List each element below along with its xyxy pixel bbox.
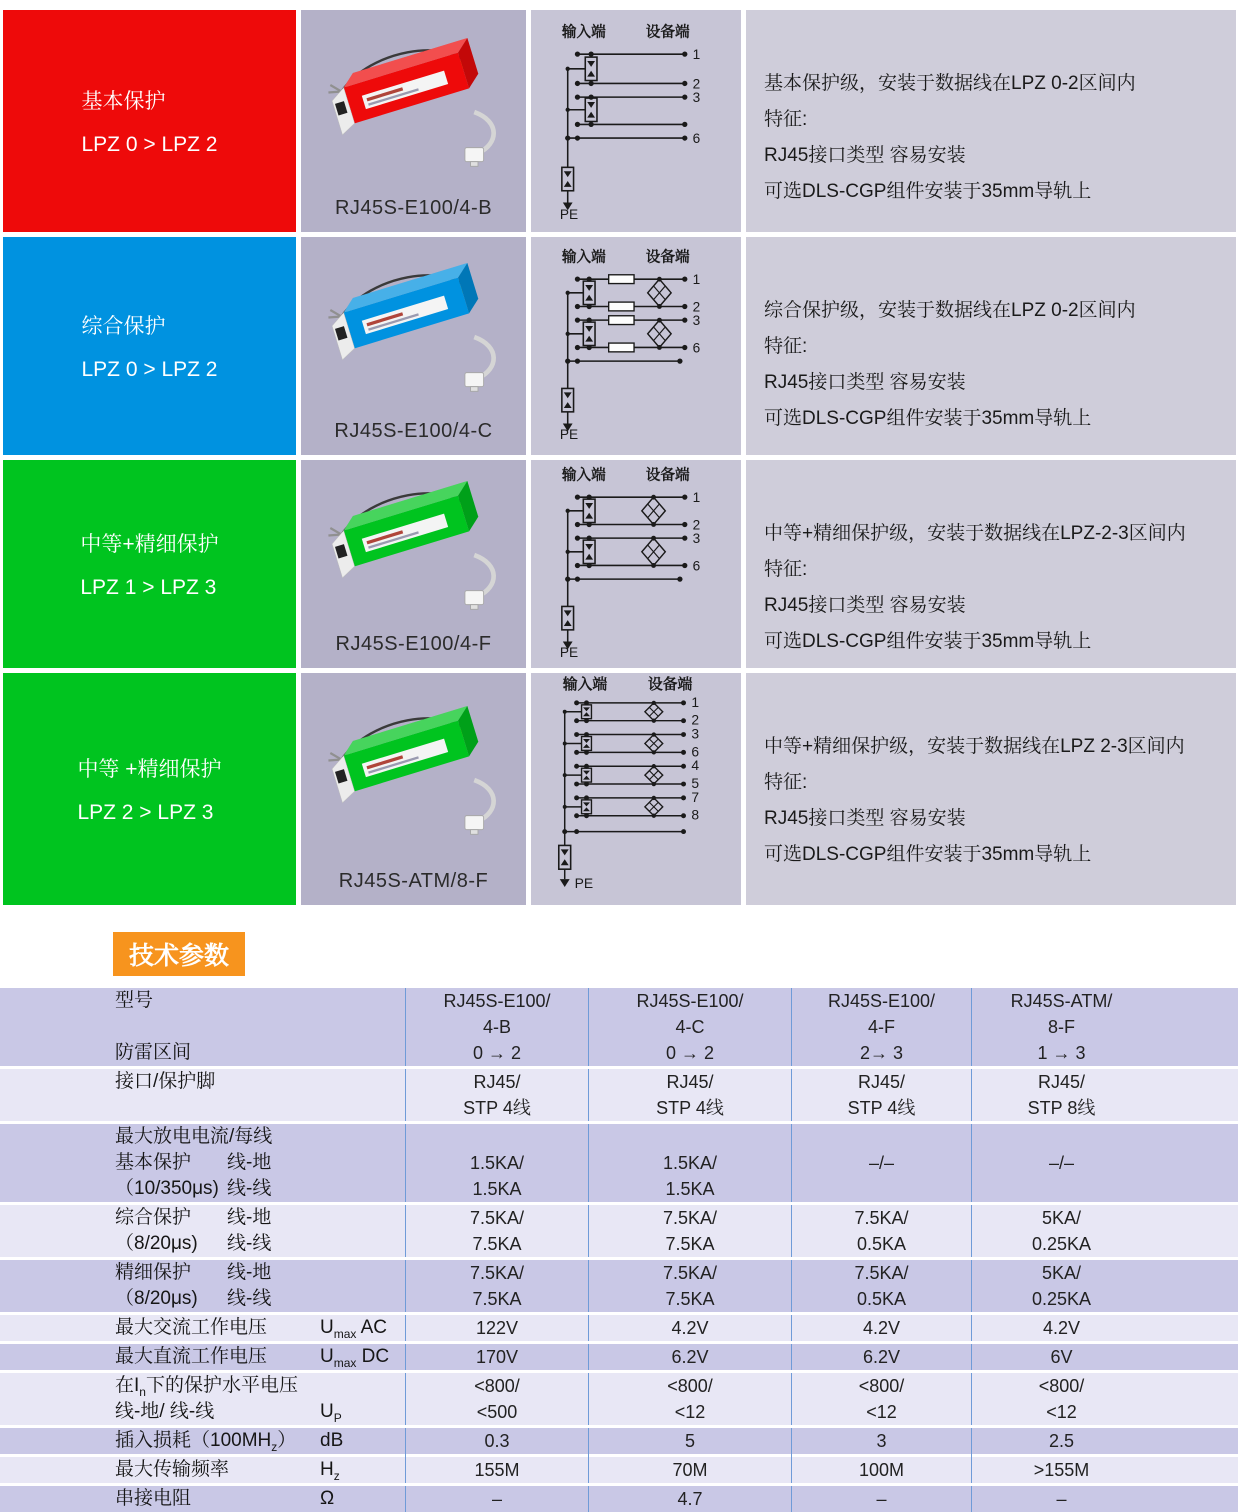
diagram-pin-number: 3 — [691, 725, 700, 742]
protection-name: 中等+精细保护 — [80, 533, 219, 556]
protection-label-cell — [3, 673, 296, 905]
tech-table-cell — [791, 1176, 971, 1202]
tech-table-cell: 5KA/ — [971, 1205, 1151, 1231]
tech-table-cell: 4.2V — [588, 1315, 791, 1341]
tech-table-cell: 0.25KA — [971, 1231, 1151, 1257]
protection-label-cell — [3, 237, 296, 455]
tech-table-cell: 170V — [405, 1344, 588, 1370]
tech-table-cell: 2→ 3 — [791, 1040, 971, 1066]
description-line: RJ45接口类型 容易安装 — [764, 808, 966, 829]
product-row — [3, 10, 1236, 232]
tech-table-cell: 1 → 3 — [971, 1040, 1151, 1066]
circuit-diagram-cell — [531, 673, 741, 905]
diagram-device-label: 设备端 — [647, 677, 693, 694]
tech-table-cell: 7.5KA/ — [588, 1260, 791, 1286]
diagram-pin-number: 3 — [692, 313, 701, 329]
tech-table-cell — [588, 1124, 791, 1150]
tech-table-row — [0, 1286, 1238, 1312]
lpz-range: LPZ 0 > LPZ 2 — [81, 133, 218, 156]
protection-label-cell — [3, 10, 296, 232]
tech-table-label: 串接电阻 Ω — [115, 1488, 335, 1509]
tech-table-cell: –/– — [971, 1150, 1151, 1176]
tech-table-cell: 4.2V — [791, 1315, 971, 1341]
protection-name: 综合保护 — [81, 315, 166, 338]
description-line: 可选DLS-CGP组件安装于35mm导轨上 — [764, 631, 1092, 652]
tech-table-label: （10/350μs) 线-线 — [115, 1178, 272, 1199]
tech-table-label: 插入损耗$(100MH_z)$ dB — [115, 1430, 344, 1454]
product-photo — [306, 16, 521, 197]
tech-table-cell: 70M — [588, 1457, 791, 1483]
tech-table-label: （8/20μs) 线-线 — [115, 1233, 272, 1254]
tech-table-label: 最大传输频率 $H_z$ — [115, 1459, 340, 1483]
tech-table-cell: 0.5KA — [791, 1231, 971, 1257]
product-model: RJ45S-E100/4-C — [334, 420, 493, 442]
tech-table-cell: STP 4线 — [405, 1095, 588, 1121]
tech-table-label: 型号 — [115, 990, 154, 1011]
tech-table-cell: 0.5KA — [791, 1286, 971, 1312]
tech-table-cell: 4.2V — [971, 1315, 1151, 1341]
diagram-pin-number: 1 — [692, 47, 701, 63]
circuit-diagram-cell — [531, 460, 741, 668]
product-row — [3, 460, 1236, 668]
tech-table-cell: 4-C — [588, 1014, 791, 1040]
rj45-plug — [465, 148, 484, 162]
tech-table-cell: 6V — [971, 1344, 1151, 1370]
tech-table-cell: RJ45/ — [588, 1069, 791, 1095]
tech-table-cell: 4.7 — [588, 1486, 791, 1512]
tech-table-label: 精细保护 线-地 — [115, 1262, 272, 1283]
circuit-diagram — [537, 675, 735, 903]
tech-table-cell — [405, 1124, 588, 1150]
circuit-diagram — [538, 464, 734, 664]
tech-table-cell: 1.5KA — [588, 1176, 791, 1202]
diagram-device-label: 设备端 — [645, 24, 690, 41]
tech-table-row — [0, 1121, 1238, 1150]
product-image-cell — [301, 237, 526, 455]
tech-table-cell: 122V — [405, 1315, 588, 1341]
tech-table-cell: RJ45S-E100/ — [405, 988, 588, 1014]
description-line: 中等+精细保护级，安装于数据线在LPZ-2-3区间内 — [764, 523, 1186, 544]
diagram-pin-number: 2 — [692, 299, 701, 315]
tech-table-label: 最大放电电流/每线 — [115, 1126, 273, 1147]
diagram-input-label: 输入端 — [561, 249, 606, 266]
tech-table-cell: RJ45/ — [791, 1069, 971, 1095]
tech-table-row — [0, 1454, 1238, 1483]
description-line: 综合保护级，安装于数据线在LPZ 0-2区间内 — [764, 300, 1136, 321]
diagram-pin-number: 3 — [692, 531, 701, 547]
tech-table-cell: <12 — [791, 1399, 971, 1425]
tech-table-row — [0, 1341, 1238, 1370]
tech-table-cell: STP 4线 — [588, 1095, 791, 1121]
tech-table-label: 最大直流工作电压 $U_{max}$ DC — [115, 1346, 390, 1370]
tech-table-label: 最大交流工作电压 $U_{max}$ AC — [115, 1317, 388, 1341]
tech-table-cell: 7.5KA/ — [405, 1260, 588, 1286]
product-description — [746, 10, 1236, 232]
tech-table-cell: 7.5KA — [588, 1231, 791, 1257]
diagram-pe-label: PE — [559, 427, 579, 443]
tech-table-cell: <12 — [588, 1399, 791, 1425]
product-image-cell — [301, 673, 526, 905]
tech-table-row — [0, 988, 1238, 1014]
description-line: RJ45接口类型 容易安装 — [764, 595, 966, 616]
description-line: 可选DLS-CGP组件安装于35mm导轨上 — [764, 408, 1092, 429]
tech-table-row — [0, 1150, 1238, 1176]
tech-table-cell: 4-B — [405, 1014, 588, 1040]
diagram-pe-label: PE — [559, 207, 579, 221]
diagram-pin-number: 4 — [691, 757, 700, 774]
tech-table-cell — [971, 1124, 1151, 1150]
description-line: 可选DLS-CGP组件安装于35mm导轨上 — [764, 844, 1092, 865]
diagram-pin-number: 7 — [691, 788, 700, 805]
tech-table-cell: 7.5KA/ — [405, 1205, 588, 1231]
tech-table-row — [0, 1231, 1238, 1257]
tech-table-cell: 7.5KA/ — [588, 1205, 791, 1231]
tech-table-cell: <800/ — [588, 1373, 791, 1405]
tech-table — [0, 988, 1238, 1512]
tech-table-label: 线-地/ 线-线 $U_P$ — [115, 1401, 342, 1425]
description-line: 特征: — [764, 772, 808, 793]
tech-table-label: 综合保护 线-地 — [115, 1207, 272, 1228]
tech-table-cell: <500 — [405, 1399, 588, 1425]
diagram-pin-number: 3 — [692, 89, 701, 105]
diagram-pin-number: 8 — [691, 806, 700, 823]
diagram-device-label: 设备端 — [645, 249, 690, 266]
tech-table-cell: RJ45S-E100/ — [791, 988, 971, 1014]
tech-table-cell: –/– — [791, 1150, 971, 1176]
tech-table-row — [0, 1425, 1238, 1454]
tech-table-label: 基本保护 线-地 — [115, 1152, 272, 1173]
tech-table-row — [0, 1014, 1238, 1040]
tech-table-cell: 1.5KA — [405, 1176, 588, 1202]
product-description — [746, 673, 1236, 905]
tech-table-cell: 8-F — [971, 1014, 1151, 1040]
tech-table-cell: STP 4线 — [791, 1095, 971, 1121]
description-line: 特征: — [764, 559, 808, 580]
product-model: RJ45S-E100/4-B — [334, 197, 493, 219]
patch-cable — [474, 112, 493, 153]
tech-table-cell: RJ45/ — [971, 1069, 1151, 1095]
fork-terminal — [328, 85, 341, 92]
product-row — [3, 237, 1236, 455]
description-line: RJ45接口类型 容易安装 — [764, 372, 966, 393]
diagram-device-label: 设备端 — [645, 467, 690, 484]
tech-table-cell — [971, 1176, 1151, 1202]
lpz-range: LPZ 0 > LPZ 2 — [81, 358, 218, 381]
tech-table-label — [0, 1014, 405, 1040]
diagram-pin-number: 2 — [691, 711, 700, 728]
tech-table-label: 接口/保护脚 — [115, 1071, 216, 1092]
tech-table-cell: 5 — [588, 1428, 791, 1460]
tech-table-label: （8/20μs) 线-线 — [115, 1288, 272, 1309]
tech-table-row — [0, 1095, 1238, 1121]
description-line: RJ45接口类型 容易安装 — [764, 145, 966, 166]
diagram-pin-number: 2 — [692, 517, 701, 533]
tech-table-row — [0, 1399, 1238, 1425]
product-model: RJ45S-E100/4-F — [335, 633, 492, 655]
tech-table-row — [0, 1066, 1238, 1095]
tech-table-cell: 7.5KA/ — [791, 1260, 971, 1286]
tech-table-cell: 4-F — [791, 1014, 971, 1040]
diagram-input-label: 输入端 — [562, 677, 608, 694]
tech-table-cell: STP 8线 — [971, 1095, 1151, 1121]
product-photo — [306, 243, 521, 420]
tech-table-cell: RJ45S-ATM/ — [971, 988, 1151, 1014]
tech-table-cell: 7.5KA — [588, 1286, 791, 1312]
circuit-diagram — [536, 21, 736, 221]
tech-table-cell: – — [405, 1486, 588, 1512]
protection-label-cell — [3, 460, 296, 668]
diagram-pin-number: 6 — [692, 340, 701, 356]
product-image-cell — [301, 460, 526, 668]
tech-table-cell: 6.2V — [588, 1344, 791, 1370]
product-description — [746, 237, 1236, 455]
circuit-diagram-cell — [531, 10, 741, 232]
description-line: 特征: — [764, 109, 808, 130]
product-model: RJ45S-ATM/8-F — [338, 870, 489, 892]
tech-table-row — [0, 1483, 1238, 1512]
tech-table-cell: 7.5KA/ — [791, 1205, 971, 1231]
tech-table-cell: 0.25KA — [971, 1286, 1151, 1312]
diagram-pe-label: PE — [559, 645, 579, 661]
tech-table-row — [0, 1257, 1238, 1286]
protection-name: 中等 +精细保护 — [77, 758, 222, 781]
tech-table-row — [0, 1040, 1238, 1066]
tech-table-cell — [791, 1124, 971, 1150]
tech-table-cell: – — [791, 1486, 971, 1512]
tech-table-cell: – — [971, 1486, 1151, 1512]
tech-table-row — [0, 1312, 1238, 1341]
tech-table-cell: <800/ — [791, 1373, 971, 1405]
diagram-pin-number: 6 — [692, 130, 701, 146]
protection-name: 基本保护 — [81, 90, 166, 113]
diagram-pin-number: 6 — [692, 558, 701, 574]
tech-table-cell: 7.5KA — [405, 1286, 588, 1312]
product-row — [3, 673, 1236, 905]
tech-table-cell: 155M — [405, 1457, 588, 1483]
description-line: 特征: — [764, 336, 808, 357]
tech-table-cell: 100M — [791, 1457, 971, 1483]
tech-table-cell: <800/ — [971, 1373, 1151, 1405]
tech-table-cell: <800/ — [405, 1373, 588, 1405]
diagram-input-label: 输入端 — [561, 467, 606, 484]
lpz-range: LPZ 2 > LPZ 3 — [77, 801, 214, 824]
description-line: 中等+精细保护级，安装于数据线在LPZ 2-3区间内 — [764, 736, 1185, 757]
diagram-pin-number: 1 — [692, 272, 701, 288]
product-image-cell — [301, 10, 526, 232]
diagram-input-label: 输入端 — [561, 24, 606, 41]
description-line: 可选DLS-CGP组件安装于35mm导轨上 — [764, 181, 1092, 202]
tech-table-cell: RJ45S-E100/ — [588, 988, 791, 1014]
tech-table-cell: >155M — [971, 1457, 1151, 1483]
description-line: 基本保护级，安装于数据线在LPZ 0-2区间内 — [764, 73, 1136, 94]
tech-table-row — [0, 1202, 1238, 1231]
tech-table-cell: 2.5 — [971, 1428, 1151, 1460]
tech-table-cell: 0 → 2 — [405, 1040, 588, 1066]
tech-table-cell: 3 — [791, 1428, 971, 1460]
section-title-badge: 技术参数 — [113, 932, 245, 976]
circuit-diagram — [536, 246, 736, 446]
tech-table-cell: 1.5KA/ — [405, 1150, 588, 1176]
tech-table-cell: 5KA/ — [971, 1260, 1151, 1286]
tech-table-row — [0, 1370, 1238, 1399]
product-photo — [306, 466, 521, 633]
tech-table-cell: 7.5KA — [405, 1231, 588, 1257]
diagram-pin-number: 6 — [691, 743, 700, 760]
diagram-pin-number: 1 — [691, 693, 700, 710]
tech-table-label — [0, 1095, 405, 1121]
tech-table-cell: 1.5KA/ — [588, 1150, 791, 1176]
diagram-pe-label: PE — [574, 875, 594, 891]
tech-table-cell: 0 → 2 — [588, 1040, 791, 1066]
tech-table-cell: RJ45/ — [405, 1069, 588, 1095]
tech-table-row — [0, 1176, 1238, 1202]
tech-table-label: 在$I_n$下的保护水平电压 — [115, 1375, 298, 1399]
product-photo — [306, 679, 521, 870]
diagram-pin-number: 1 — [692, 490, 701, 506]
diagram-pin-number: 2 — [692, 76, 701, 92]
tech-table-cell: 0.3 — [405, 1428, 588, 1460]
product-description — [746, 460, 1236, 668]
tech-table-cell: <12 — [971, 1399, 1151, 1425]
tech-table-cell: 6.2V — [791, 1344, 971, 1370]
circuit-diagram-cell — [531, 237, 741, 455]
pe-arrow-icon — [560, 879, 570, 887]
tech-table-label: 防雷区间 — [115, 1042, 192, 1063]
diagram-pin-number: 5 — [691, 775, 700, 792]
lpz-range: LPZ 1 > LPZ 3 — [80, 576, 217, 599]
